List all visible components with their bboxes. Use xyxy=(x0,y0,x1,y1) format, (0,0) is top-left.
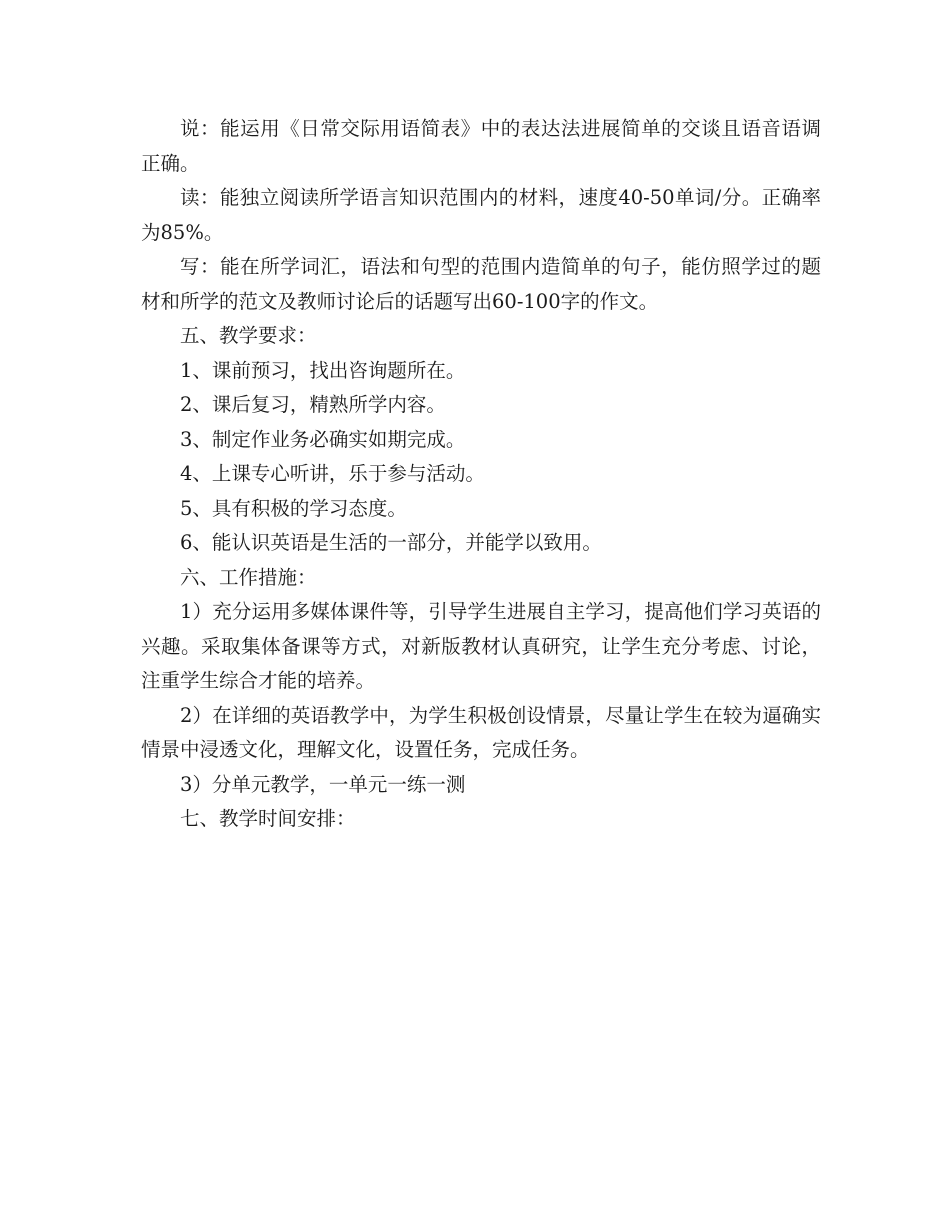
document-body xyxy=(141,112,821,837)
requirement-item-2: 2、课后复习，精熟所学内容。 xyxy=(180,393,446,416)
measure-item-3: 3）分单元教学，一单元一练一测 xyxy=(180,772,466,796)
requirement-item-3: 3、制定作业务必确实如期完成。 xyxy=(180,427,466,451)
section-heading-teaching-requirements: 五、教学要求： xyxy=(180,324,317,347)
section-heading-schedule: 七、教学时间安排： xyxy=(180,807,356,830)
measure-item-2: 2）在详细的英语教学中，为学生积极创设情景，尽量让学生在较为逼确实情景中浸透文化，理解文化，设置任务，完成任务。 xyxy=(141,703,821,761)
requirement-item-5: 5、具有积极的学习态度。 xyxy=(180,496,407,520)
requirement-item-4: 4、上课专心听讲，乐于参与活动。 xyxy=(180,462,485,485)
section-heading-work-measures: 六、工作措施： xyxy=(180,565,317,589)
paragraph-speaking: 说：能运用《日常交际用语简表》中的表达法进展简单的交谈且语音语调正确。 xyxy=(141,117,821,175)
paragraph-reading: 读：能独立阅读所学语言知识范围内的材料，速度40-50单词/分。正确率为85%。 xyxy=(141,186,821,244)
measure-item-1: 1）充分运用多媒体课件等，引导学生进展自主学习，提高他们学习英语的兴趣。采取集体备课等方式，对新版教材认真研究，让学生充分考虑、讨论，注重学生综合才能的培养。 xyxy=(141,600,821,692)
requirement-item-1: 1、课前预习，找出咨询题所在。 xyxy=(180,358,466,382)
requirement-item-6: 6、能认识英语是生活的一部分，并能学以致用。 xyxy=(180,531,602,554)
paragraph-writing: 写：能在所学词汇，语法和句型的范围内造简单的句子，能仿照学过的题材和所学的范文及教师讨论后的话题写出60-100字的作文。 xyxy=(141,255,821,313)
